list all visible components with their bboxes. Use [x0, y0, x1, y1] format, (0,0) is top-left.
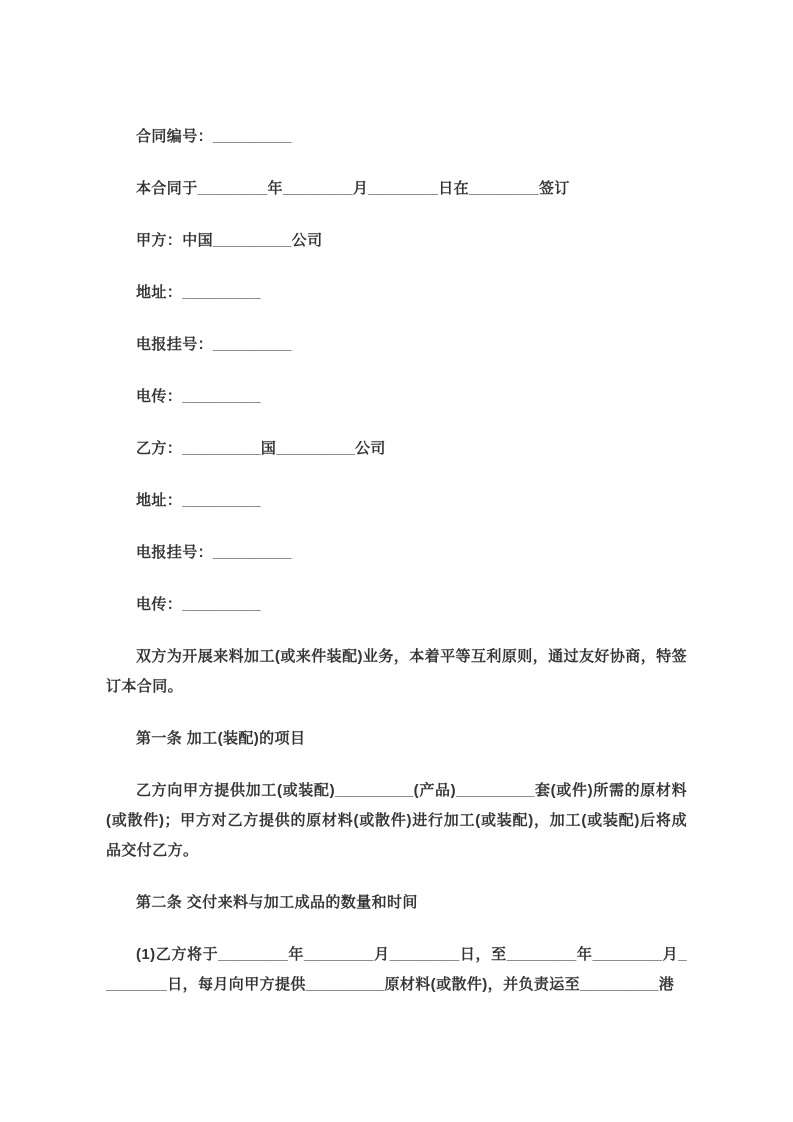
party-a-cable-line: 电报挂号：_________ [136, 336, 292, 353]
party-a-telex-line: 电传：_________ [136, 388, 261, 405]
party-b-telex-line: 电传：_________ [136, 596, 261, 613]
party-a-address-line: 地址：_________ [136, 284, 261, 301]
article-2-paragraph: (1)乙方将于________年________月________日，至________年________月________日，每月向甲方提供_________原材料(或散件)，并负责运至_________港 [106, 946, 687, 993]
party-b-address-line: 地址：_________ [136, 492, 261, 509]
preamble-paragraph: 双方为开展来料加工(或来件装配)业务，本着平等互利原则，通过友好协商，特签订本合同。 [106, 648, 687, 695]
article-2-heading: 第二条 交付来料与加工成品的数量和时间 [136, 894, 418, 911]
party-b-line: 乙方：_________国_________公司 [136, 440, 386, 457]
party-b-cable-line: 电报挂号：_________ [136, 544, 292, 561]
article-1-paragraph: 乙方向甲方提供加工(或装配)_________(产品)_________套(或件)所需的原材料(或散件)；甲方对乙方提供的原材料(或散件)进行加工(或装配)，加工(或装配)后将成品交付乙方。 [106, 782, 687, 859]
party-a-line: 甲方：中国_________公司 [136, 232, 323, 249]
article-1-heading: 第一条 加工(装配)的项目 [136, 730, 306, 747]
contract-number-line: 合同编号：_________ [136, 128, 292, 145]
signing-date-line: 本合同于________年________月________日在________签订 [136, 180, 570, 197]
